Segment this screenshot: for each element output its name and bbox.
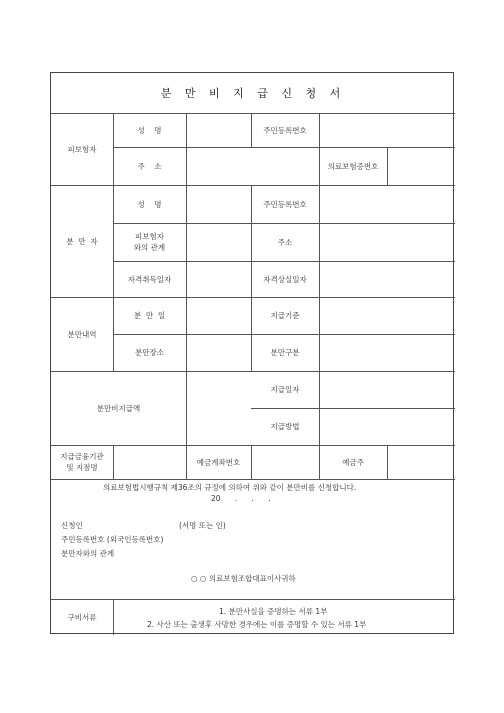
mother-name-label: 성 명	[137, 199, 162, 209]
relation-line: 분만자와의 관계	[61, 549, 115, 558]
account-field[interactable]	[251, 445, 319, 479]
mother-address-label: 주소	[277, 237, 293, 247]
recipient-line: ○ ○ 의료보험조합대표이사귀하	[191, 574, 296, 583]
insured-address-label: 주 소	[137, 161, 162, 171]
form-title: 분 만 비 지 급 신 청 서	[160, 86, 346, 100]
documents-item-2: 2. 사산 또는 출생후 사망한 경우에는 이를 증명할 수 있는 서류 1부	[147, 620, 367, 629]
mother-rrn-field[interactable]	[319, 185, 455, 223]
rule	[113, 599, 114, 635]
mother-name-field[interactable]	[186, 185, 251, 223]
applicant-label: 신청인	[61, 521, 83, 530]
relation-label-line-1: 피보험자	[135, 232, 164, 241]
insured-section-label: 피보험자	[67, 144, 97, 154]
claim-form	[50, 72, 454, 634]
paydate-field[interactable]	[319, 371, 455, 408]
insured-name-field[interactable]	[186, 113, 251, 147]
insured-card-label: 의료보험증번호	[327, 161, 379, 171]
holder-field[interactable]	[387, 445, 455, 479]
mother-section-label: 분 만 자	[66, 236, 98, 246]
delivery-date-label: 분 만 일	[133, 311, 166, 320]
method-label: 지급방법	[270, 422, 300, 431]
bank-label-line-1: 지급금융기관	[60, 452, 104, 461]
insured-rrn-field[interactable]	[319, 113, 455, 147]
mother-relation-field[interactable]	[186, 223, 251, 261]
mother-loss-label: 자격상실일자	[263, 274, 307, 284]
insured-rrn-label: 주민등록번호	[263, 125, 307, 135]
amount-field[interactable]	[186, 371, 251, 445]
mother-relation-label	[113, 223, 186, 261]
statement-text: 의료보험법시행규칙 제36조의 규정에 의하여 위와 같이 분만비를 신청합니다.	[103, 483, 357, 492]
insured-name-label: 성 명	[137, 125, 162, 135]
delivery-place-label: 분만장소	[135, 348, 164, 357]
date-line: 20 . . .	[211, 494, 271, 503]
insured-card-field[interactable]	[387, 147, 455, 185]
amount-label: 분만비지급액	[96, 403, 141, 413]
bank-label	[51, 445, 113, 479]
insured-address-field[interactable]	[186, 147, 319, 185]
rule	[51, 479, 455, 480]
mother-rrn-label: 주민등록번호	[263, 199, 307, 209]
mother-address-field[interactable]	[319, 223, 455, 261]
paydate-label: 지급일자	[270, 385, 300, 394]
delivery-type-label: 분만구분	[270, 348, 300, 357]
method-field[interactable]	[319, 408, 455, 445]
delivery-date-field[interactable]	[186, 297, 251, 334]
delivery-type-field[interactable]	[319, 334, 455, 371]
delivery-section-label: 분만내역	[67, 329, 97, 339]
relation-label-line-2: 와의 관계	[133, 243, 166, 252]
delivery-place-field[interactable]	[186, 334, 251, 371]
delivery-standard-field[interactable]	[319, 297, 455, 334]
bank-field[interactable]	[113, 445, 186, 479]
delivery-standard-label: 지급기준	[270, 311, 300, 320]
account-label: 예금계좌번호	[196, 457, 241, 467]
documents-label: 구비서류	[67, 612, 97, 622]
mother-acquire-label: 자격취득일자	[127, 274, 172, 284]
documents-item-1: 1. 분만사실을 증명하는 서류 1부	[219, 607, 328, 616]
rrn-line: 주민등록번호 (외국인등록번호)	[61, 535, 164, 544]
signature-label: (서명 또는 인)	[179, 521, 226, 530]
mother-acquire-field[interactable]	[186, 261, 251, 297]
holder-label: 예금주	[342, 457, 364, 467]
bank-label-line-2: 및 지점명	[66, 463, 98, 472]
mother-loss-field[interactable]	[319, 261, 455, 297]
